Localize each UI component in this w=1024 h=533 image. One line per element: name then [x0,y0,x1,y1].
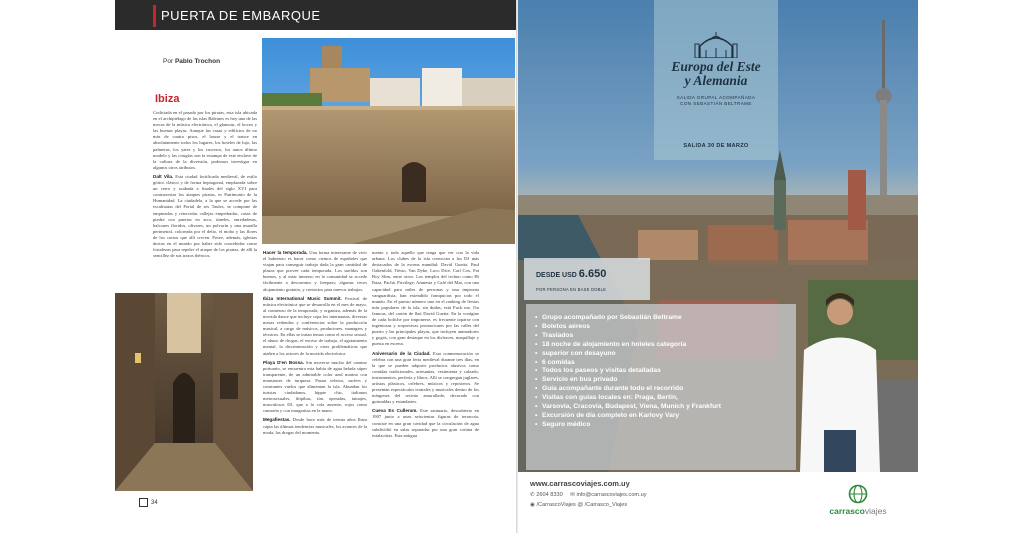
paragraph-lead: Ibiza International Music Summit. [263,295,342,301]
section-header-bar [115,0,517,30]
article-paragraph [263,360,367,415]
paragraph-lead: Hacer la temporada. [263,250,308,255]
byline-author: Pablo Trochon [174,58,221,65]
phone-icon: ✆ [530,492,535,498]
paragraph-text: Esta conmemoración se celebra con una gran feria medieval durante tres días, en la que se pueden adquirir productos alusivos como comidas tradicionales, artesanías, vestimenta y calzado, instrumentos, perfería y libros. Allí se congregan juglares, artistas plásticos, orfebres, músicos y reposteros. Se presentan espectáculos teatrales y musicales dentro de los márgenes del recinto amurallado, decorado con guirnaldas y estandartes. [372,350,479,405]
feature-item: • superior con desayuno [542,350,796,359]
price [536,268,606,280]
dalt-vila-fortress-photo [262,38,515,244]
paragraph-text: Esta ciudad fortificada medieval, de estilo gótico clásico y de forma heptagonal, emplazada sobre un cerro y acabada a finales del siglo XVI para contrarrestar los ataques piratas, es Patrimonio de la Humanidad. La ciudadela, a la que se accede por las escalinatas del Portal de ses Taules, se compone de empinadas y retorcidas callejas empedradas, casas de piedra con puertas en arco, túneles, enredaderas, balcones floridos, olivares, un polvorín y una muralla perimetral, coloreada por el delio, el moho y las flores de los cactus que allí crecen. Posee, además, iglesias únicas en el mundo por haber sido concebidas como fortalezas para repeler el ataque de los piratas, de allí la sencillez de sus trazos ibéricos. [153,173,257,259]
feature-item: • Guía acompañante durante todo el recorrido [542,385,796,394]
paragraph-lead: Playa D'en Bossa. [263,359,304,365]
paragraph-lead: Dalt Vila. [153,173,174,179]
tour-features-list [526,304,796,430]
feature-item: • Visitas con guías locales en: Praga, Berlin, [542,394,796,403]
article-paragraph [263,417,367,435]
paragraph-text: Una forma interesante de vivir el balneario es hacer como cientos de españoles que viajan para conseguir trabajo dada la gran cantidad de plazas que provee cada temporada. Los sueldos son buenos, y al estar inmerso en la comunidad se accede fácilmente a descuentos y freepass; algunas veces alojamiento gratuito, y contactos para nuevos trabajos. [263,250,367,292]
ad-footer [518,472,918,533]
tour-title-line2: y Alemania [684,73,748,88]
article-paragraph [153,110,257,171]
feature-item: • Boletos aéreos [542,323,796,332]
tour-features-box [526,304,796,470]
price-value: 6.650 [578,268,607,280]
article-paragraph [153,174,257,259]
paragraph-lead: Aniversario de la Ciudad. [372,350,431,356]
page-folio [139,498,158,507]
paragraph-lead: Cueva Es Culleram. [372,408,418,414]
feature-item: • Seguro médico [542,421,796,430]
feature-item: • Todos los paseos y visitas detalladas [542,367,796,376]
logo-part-carrasco: carrasco [829,506,865,516]
departure-date: SALIDA 30 DE MARZO [683,143,749,149]
price-box [524,258,650,300]
article-column-2 [263,250,367,525]
feature-item: • 18 noche de alojamiento en hoteles categoría [542,341,796,350]
paragraph-text: mento y todo aquello que tenga que ver con la vida urbana. Los clubes de la isla convocan a los DJ más destacados de la escena mundial: David Guetta, Paul Oakenfold, Tiësto, Van Dyke, Loco Dice, Carl Cox, Fat Boy Slim, entre otros. Los templos del techno como Hï Ibiza, Pachá, Privilege, Amnesia y Café del Mar, con una capacidad para miles de personas y una impronta vanguardista, han extendido franquicias por todo el mundo. En el puesto número uno en el ranking de fiestas más populares de la isla, sin dudas, está Fuck me, I'm famous, del cartón de llaú David Guetta. En la vorágine de cada boliche por imponerse, es frecuente toparse con ingeniosas y sorpresivas promociones por las calles del puerto y las principales playas, que incluyen animadores y gogós, con gran destaque en los disfraces, maquillaje y puesta en escena. [372,250,479,347]
feature-item: • Grupo acompañado por Sebastián Beltrame [542,314,796,323]
folio-icon [139,498,148,507]
social-handles [530,502,627,508]
cathedral-icon [694,32,738,58]
left-page [115,0,517,533]
social-icon: ◉ [530,502,535,508]
feature-item: • Servicio en bus privado [542,376,796,385]
paragraph-text: Este santuario, descubierto en 1907 junto a unas seiscientas figuras de terracota, consiste en una gran cavidad que la circulación de agua subdividió en salas separadas por una gran cortina de estalactitas. Esta antigua [372,408,479,438]
magazine-spread [115,0,918,533]
article-column-3 [372,250,479,525]
email-address[interactable]: info@carrascoviajes.com.uy [576,492,647,498]
article-title: Ibiza [155,93,180,105]
ibiza-alley-photo [115,293,253,491]
price-prefix: DESDE USD [536,272,577,279]
tour-subtitle-line1: SALIDA GRUPAL ACOMPAÑADA [676,95,756,100]
carrasco-viajes-logo [818,482,898,522]
paragraph-text: Codiciada en el pasado por los piratas, esta isla ubicada en el archipiélago de las islas Baleares es hoy una de las mecas de la música electrónica, el glamour, el boceo y las buenas playas. Aunque las casas y edificios de no más de cuatro pisos, el house y el trance en absolutamente todos los lugares, los hoteles de lujo, las palmeras, los yates y los cruceros, los autos último modelo y las cirugías son la estampa de este enclave de la cultura de la diversión, podemos investigar en algunos otros atributos. [153,110,257,170]
article-paragraph [372,351,479,406]
feature-item: • Excursión de día completo en Karlovy Vary [542,412,796,421]
tour-subtitle-line2: CON SEBASTIÁN BELTRAME [680,101,752,106]
feature-item: • Varsovia, Cracovia, Budapest, Viena, Munich y Frankfurt [542,403,796,412]
logo-wordmark [818,506,898,516]
tour-title [654,60,778,88]
right-page [518,0,918,533]
phone-number: 2604 8330 [536,492,563,498]
feature-item: • 6 comidas [542,359,796,368]
website-link[interactable]: www.carrascoviajes.com.uy [530,479,630,488]
price-note: POR PERSONA EN BASE DOBLE [536,287,607,292]
feature-item: • Traslados [542,332,796,341]
paragraph-text: Festival de música electrónica que se desarrolla en el mes de mayo, al comienzo de la temporada, y organiza, además de la movida dance que incluye copa los internautas, diversas mesas redondas y conferencias sobre la producción musical, a cargo de músicos, productores, managers y técnicos. En ellas se tratan temas como el acceso sexual, el abuso de drogas, el exceso de trabajo, el agotamiento mental, la discriminación y otras problemáticas que atañen a los actores de la movida electrónica. [263,295,367,356]
article-paragraph [263,296,367,357]
paragraph-text: Sin moverse mucho del camino portuario, se encuentra esta bahía de agua helada súper transparente, de un admirable color azul marino con mansiones de turquesa. Pasan veleros, surfers y constantes vuelos que alimentan la isla. Abundan los turistas ciudadanos, hippie chic, italianos metrosexuales, ibipibas, tías operadas, tatuajes, musculosos DJ, que a la cola ausente, rojos como camarón y con margaritas en la mano. [263,359,367,414]
logo-part-viajes: viajes [864,506,887,516]
email-icon: ✉ [570,492,575,498]
article-paragraph [372,408,479,438]
contact-phone-email [530,492,647,498]
byline-prefix: Por [163,58,174,65]
article-column-1 [153,110,257,288]
globe-icon [848,484,868,504]
social-text[interactable]: /CarrascoViajes @ /Carrasco_Viajes [536,502,628,508]
paragraph-text: Desde hace más de treinta años Ibiza capta las últimas tendencias musicales, los avances de la moda, las drogas del momento. [263,417,367,435]
article-paragraph [372,250,479,348]
section-title-header: PUERTA DE EMBARQUE [161,8,321,23]
byline [163,58,220,65]
tour-title-line1: Europa del Este [671,59,761,74]
page-number: 34 [151,500,158,507]
article-paragraph [263,250,367,293]
tour-subtitle [654,95,778,107]
tour-title-card [654,0,778,160]
header-accent [153,5,156,27]
paragraph-lead: Megafiestas. [263,417,291,423]
